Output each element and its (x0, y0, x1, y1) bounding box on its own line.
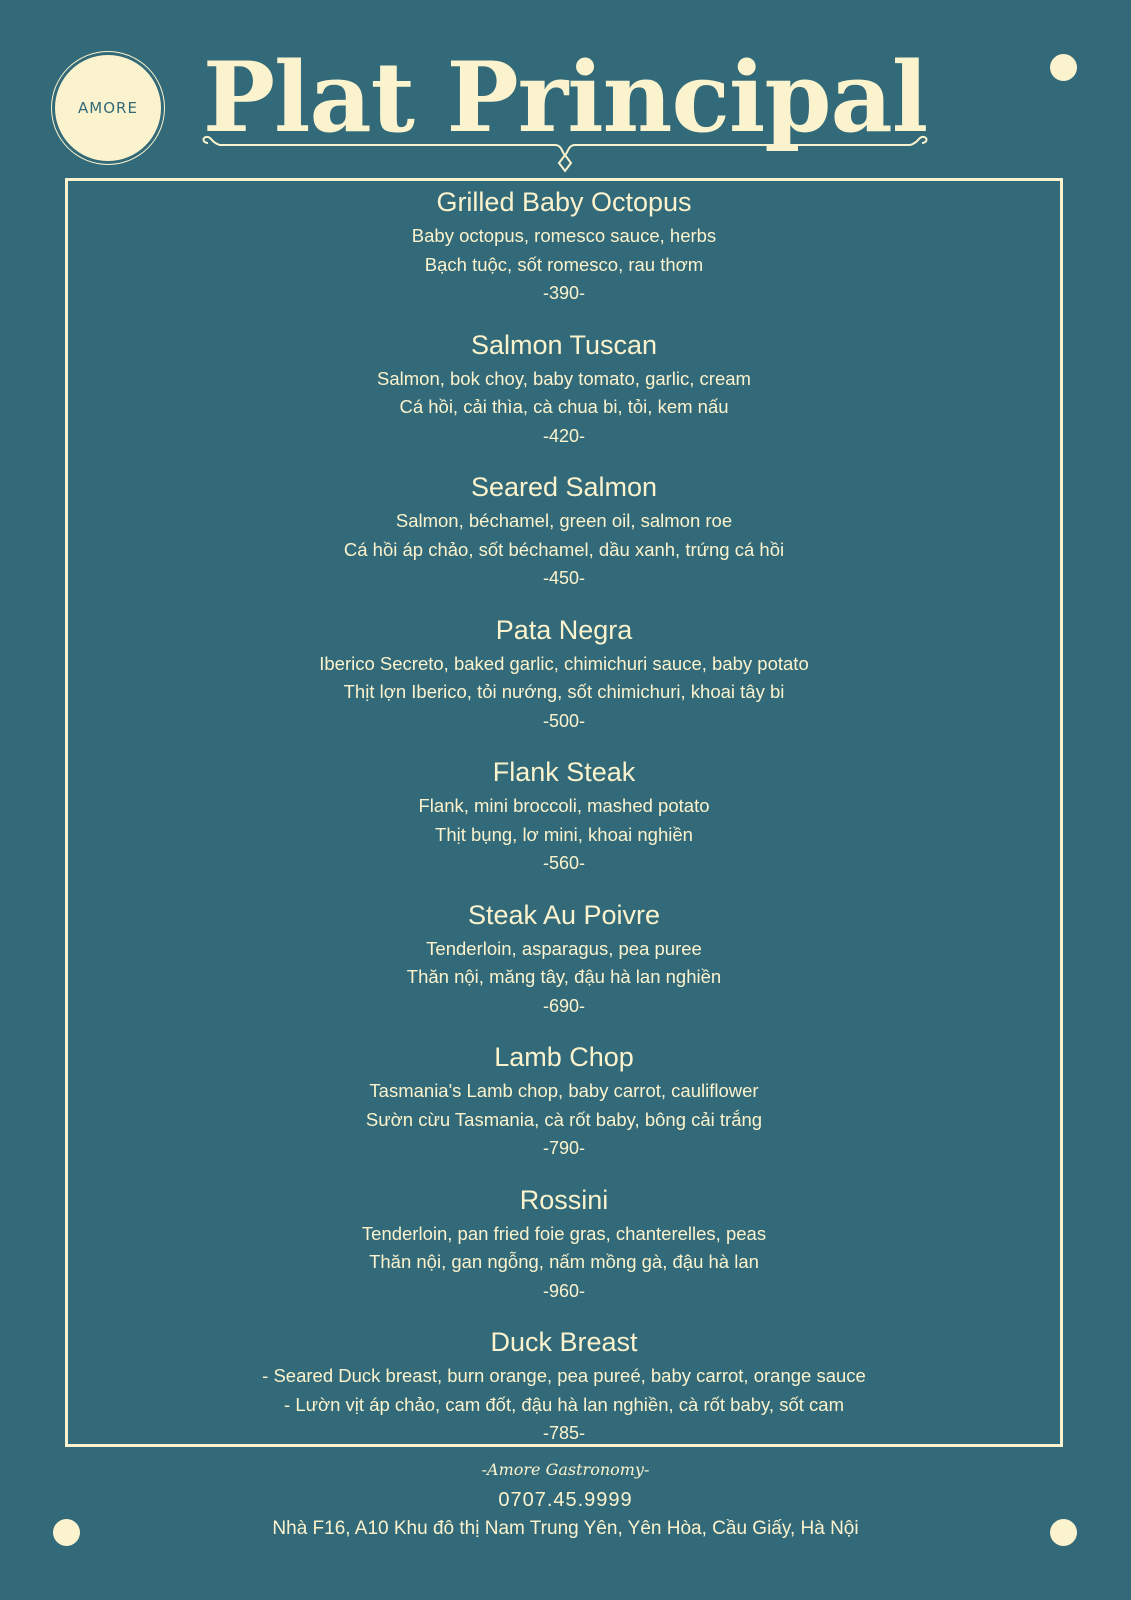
menu-item (65, 895, 1063, 1038)
dish-description-en: Salmon, béchamel, green oil, salmon roe (395, 510, 733, 531)
dish-description-en: Baby octopus, romesco sauce, herbs (411, 225, 717, 246)
dish-name: Salmon Tuscan (470, 329, 658, 360)
dish-price: -790- (542, 1138, 586, 1158)
menu-item (65, 1322, 1063, 1465)
menu-item (65, 752, 1063, 895)
dish-name: Steak Au Poivre (467, 899, 661, 930)
dish-name: Pata Negra (495, 614, 633, 645)
menu-item (65, 467, 1063, 610)
decorative-dot (1050, 54, 1077, 81)
menu-item (65, 182, 1063, 325)
dish-description-en: Tenderloin, asparagus, pea puree (426, 937, 702, 959)
logo-text: AMORE (78, 99, 138, 117)
dish-description-vi: Cá hồi, cải thìa, cà chua bi, tỏi, kem nấu (399, 396, 729, 417)
dish-description-vi: Thịt lợn Iberico, tỏi nướng, sốt chimichuri, khoai tây bi (343, 681, 785, 702)
dish-name: Flank Steak (492, 757, 636, 787)
dish-description-en: Salmon, bok choy, baby tomato, garlic, cream (377, 367, 751, 389)
dish-price: -960- (542, 1280, 586, 1301)
page-title: Plat Principal (202, 41, 928, 154)
footer-address: Nhà F16, A10 Khu đô thị Nam Trung Yên, Yên Hòa, Cầu Giấy, Hà Nội (272, 1518, 859, 1539)
dish-name: Duck Breast (490, 1327, 638, 1357)
dish-description-vi: Sườn cừu Tasmania, cà rốt baby, bông cải trắng (365, 1108, 763, 1130)
dish-description-en: Tenderloin, pan fried foie gras, chanterelles, peas (361, 1222, 767, 1244)
dish-description-vi: Cá hồi áp chảo, sốt béchamel, dầu xanh, trứng cá hồi (343, 538, 785, 560)
dish-description-en: - Seared Duck breast, burn orange, pea pureé, baby carrot, orange sauce (262, 1365, 866, 1386)
dish-price: -420- (542, 425, 586, 446)
menu-item (65, 1180, 1063, 1323)
dish-description-vi: Thăn nội, gan ngỗng, nấm mồng gà, đậu hà lan (369, 1251, 759, 1272)
dish-description-en: Tasmania's Lamb chop, baby carrot, cauliflower (369, 1080, 759, 1101)
footer (0, 1455, 1131, 1543)
dish-name: Lamb Chop (494, 1042, 634, 1072)
amore-logo (55, 55, 161, 161)
menu-item (65, 325, 1063, 468)
dish-price: -500- (542, 710, 586, 731)
footer-brand: -Amore Gastronomy- (481, 1460, 650, 1479)
menu-list (65, 182, 1063, 1465)
dish-description-vi: - Lườn vịt áp chảo, cam đốt, đậu hà lan nghiền, cà rốt baby, sốt cam (284, 1393, 844, 1415)
dish-price: -450- (542, 568, 586, 588)
dish-description-vi: Bạch tuộc, sốt romesco, rau thơm (424, 253, 704, 275)
footer-phone: 0707.45.9999 (498, 1489, 633, 1511)
dish-price: -785- (542, 1423, 586, 1443)
dish-description-en: Flank, mini broccoli, mashed potato (418, 795, 710, 816)
dish-description-vi: Thăn nội, măng tây, đậu hà lan nghiền (406, 966, 722, 987)
dish-price: -560- (542, 853, 586, 873)
dish-description-en: Iberico Secreto, baked garlic, chimichuri sauce, baby potato (319, 652, 809, 674)
dish-name: Rossini (519, 1184, 609, 1215)
dish-price: -690- (542, 995, 586, 1016)
menu-item (65, 610, 1063, 753)
dish-name: Grilled Baby Octopus (436, 187, 692, 217)
dish-name: Seared Salmon (470, 472, 658, 502)
title-flourish-ornament (200, 133, 930, 178)
dish-description-vi: Thịt bụng, lơ mini, khoai nghiền (435, 823, 693, 845)
dish-price: -390- (542, 283, 586, 303)
menu-item (65, 1037, 1063, 1180)
